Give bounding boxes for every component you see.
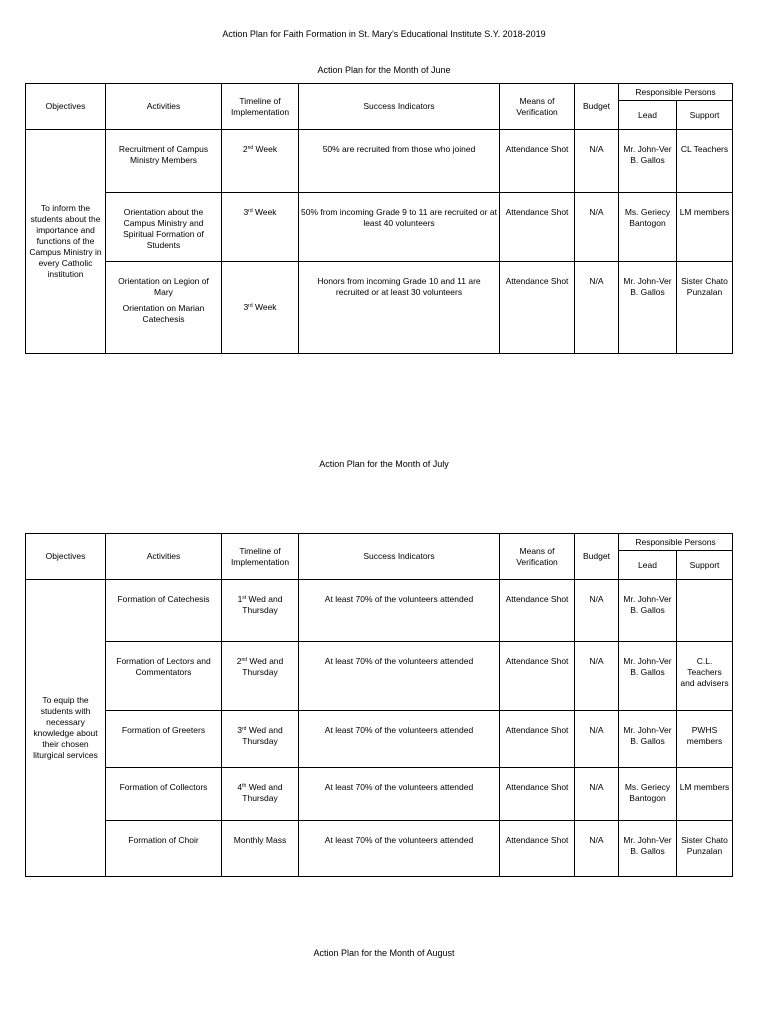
- support-cell: Sister Chato Punzalan: [677, 821, 733, 877]
- support-cell: LM members: [677, 768, 733, 821]
- activity-cell: Orientation about the Campus Ministry and Spiritual Formation of Students: [106, 193, 222, 262]
- means-cell: Attendance Shot: [500, 262, 575, 354]
- means-cell: Attendance Shot: [500, 193, 575, 262]
- success-indicator-cell: 50% from incoming Grade 9 to 11 are recruited or at least 40 volunteers: [299, 193, 500, 262]
- header-support: Support: [677, 101, 733, 130]
- header-responsible-persons: Responsible Persons: [619, 84, 733, 101]
- means-cell: Attendance Shot: [500, 768, 575, 821]
- document-title: Action Plan for Faith Formation in St. Mary’s Educational Institute S.Y. 2018-2019: [222, 29, 546, 39]
- objective-cell: To equip the students with necessary knowledge about their chosen liturgical services: [26, 580, 106, 877]
- header-budget: Budget: [575, 534, 619, 580]
- success-indicator-cell: At least 70% of the volunteers attended: [299, 642, 500, 711]
- header-timeline: Timeline of Implementation: [222, 534, 299, 580]
- activity-cell: [106, 262, 222, 354]
- activity-cell: Formation of Greeters: [106, 711, 222, 768]
- table-row: [26, 711, 733, 768]
- success-indicator-cell: 50% are recruited from those who joined: [299, 130, 500, 193]
- timeline-cell: 2nd Wed and Thursday: [222, 642, 299, 711]
- table-row: [26, 130, 733, 193]
- budget-cell: N/A: [575, 711, 619, 768]
- activity-cell: Formation of Choir: [106, 821, 222, 877]
- means-cell: Attendance Shot: [500, 711, 575, 768]
- success-indicator-cell: At least 70% of the volunteers attended: [299, 711, 500, 768]
- header-success-indicators: Success Indicators: [299, 534, 500, 580]
- timeline-cell: 3rd Week: [222, 262, 299, 354]
- timeline-cell: 1st Wed and Thursday: [222, 580, 299, 642]
- success-indicator-cell: At least 70% of the volunteers attended: [299, 821, 500, 877]
- means-cell: Attendance Shot: [500, 821, 575, 877]
- support-cell: LM members: [677, 193, 733, 262]
- means-cell: Attendance Shot: [500, 580, 575, 642]
- header-means-of-verification: Means of Verification: [500, 84, 575, 130]
- budget-cell: N/A: [575, 768, 619, 821]
- header-objectives: Objectives: [26, 84, 106, 130]
- support-cell: CL Teachers: [677, 130, 733, 193]
- timeline-cell: 4th Wed and Thursday: [222, 768, 299, 821]
- june-action-plan-table: [25, 83, 733, 354]
- budget-cell: N/A: [575, 821, 619, 877]
- activity-cell: Formation of Collectors: [106, 768, 222, 821]
- header-success-indicators: Success Indicators: [299, 84, 500, 130]
- lead-cell: Mr. John-Ver B. Gallos: [619, 821, 677, 877]
- success-indicator-cell: At least 70% of the volunteers attended: [299, 580, 500, 642]
- timeline-cell: Monthly Mass: [222, 821, 299, 877]
- timeline-cell: 3rd Wed and Thursday: [222, 711, 299, 768]
- activity-cell: Recruitment of Campus Ministry Members: [106, 130, 222, 193]
- activity-line: Orientation on Legion of Mary: [118, 276, 209, 297]
- header-objectives: Objectives: [26, 534, 106, 580]
- table-row: [26, 642, 733, 711]
- support-cell: C.L. Teachers and advisers: [677, 642, 733, 711]
- table-row: [26, 768, 733, 821]
- activity-cell: Formation of Lectors and Commentators: [106, 642, 222, 711]
- support-cell: PWHS members: [677, 711, 733, 768]
- objective-cell: To inform the students about the importance and functions of the Campus Ministry in every Catholic institution: [26, 130, 106, 354]
- budget-cell: N/A: [575, 580, 619, 642]
- lead-cell: Ms. Geriecy Bantogon: [619, 768, 677, 821]
- table-row: [26, 193, 733, 262]
- support-cell: [677, 580, 733, 642]
- timeline-cell: 2nd Week: [222, 130, 299, 193]
- budget-cell: N/A: [575, 130, 619, 193]
- header-activities: Activities: [106, 534, 222, 580]
- header-budget: Budget: [575, 84, 619, 130]
- support-cell: Sister Chato Punzalan: [677, 262, 733, 354]
- means-cell: Attendance Shot: [500, 642, 575, 711]
- header-support: Support: [677, 551, 733, 580]
- header-lead: Lead: [619, 101, 677, 130]
- budget-cell: N/A: [575, 642, 619, 711]
- activity-cell: Formation of Catechesis: [106, 580, 222, 642]
- success-indicator-cell: At least 70% of the volunteers attended: [299, 768, 500, 821]
- header-activities: Activities: [106, 84, 222, 130]
- header-responsible-persons: Responsible Persons: [619, 534, 733, 551]
- header-timeline: Timeline of Implementation: [222, 84, 299, 130]
- lead-cell: Mr. John-Ver B. Gallos: [619, 580, 677, 642]
- header-means-of-verification: Means of Verification: [500, 534, 575, 580]
- lead-cell: Mr. John-Ver B. Gallos: [619, 642, 677, 711]
- activity-line: Orientation on Marian Catechesis: [122, 303, 205, 324]
- budget-cell: N/A: [575, 262, 619, 354]
- means-cell: Attendance Shot: [500, 130, 575, 193]
- lead-cell: Mr. John-Ver B. Gallos: [619, 711, 677, 768]
- success-indicator-cell: Honors from incoming Grade 10 and 11 are recruited or at least 30 volunteers: [299, 262, 500, 354]
- july-action-plan-table: [25, 533, 733, 877]
- table-row: [26, 580, 733, 642]
- lead-cell: Mr. John-Ver B. Gallos: [619, 262, 677, 354]
- august-section-title: Action Plan for the Month of August: [313, 948, 455, 958]
- table-row: [26, 262, 733, 354]
- header-lead: Lead: [619, 551, 677, 580]
- june-section-title: Action Plan for the Month of June: [317, 65, 451, 75]
- budget-cell: N/A: [575, 193, 619, 262]
- table-row: [26, 821, 733, 877]
- july-section-title: Action Plan for the Month of July: [319, 459, 449, 469]
- lead-cell: Ms. Geriecy Bantogon: [619, 193, 677, 262]
- lead-cell: Mr. John-Ver B. Gallos: [619, 130, 677, 193]
- timeline-cell: 3rd Week: [222, 193, 299, 262]
